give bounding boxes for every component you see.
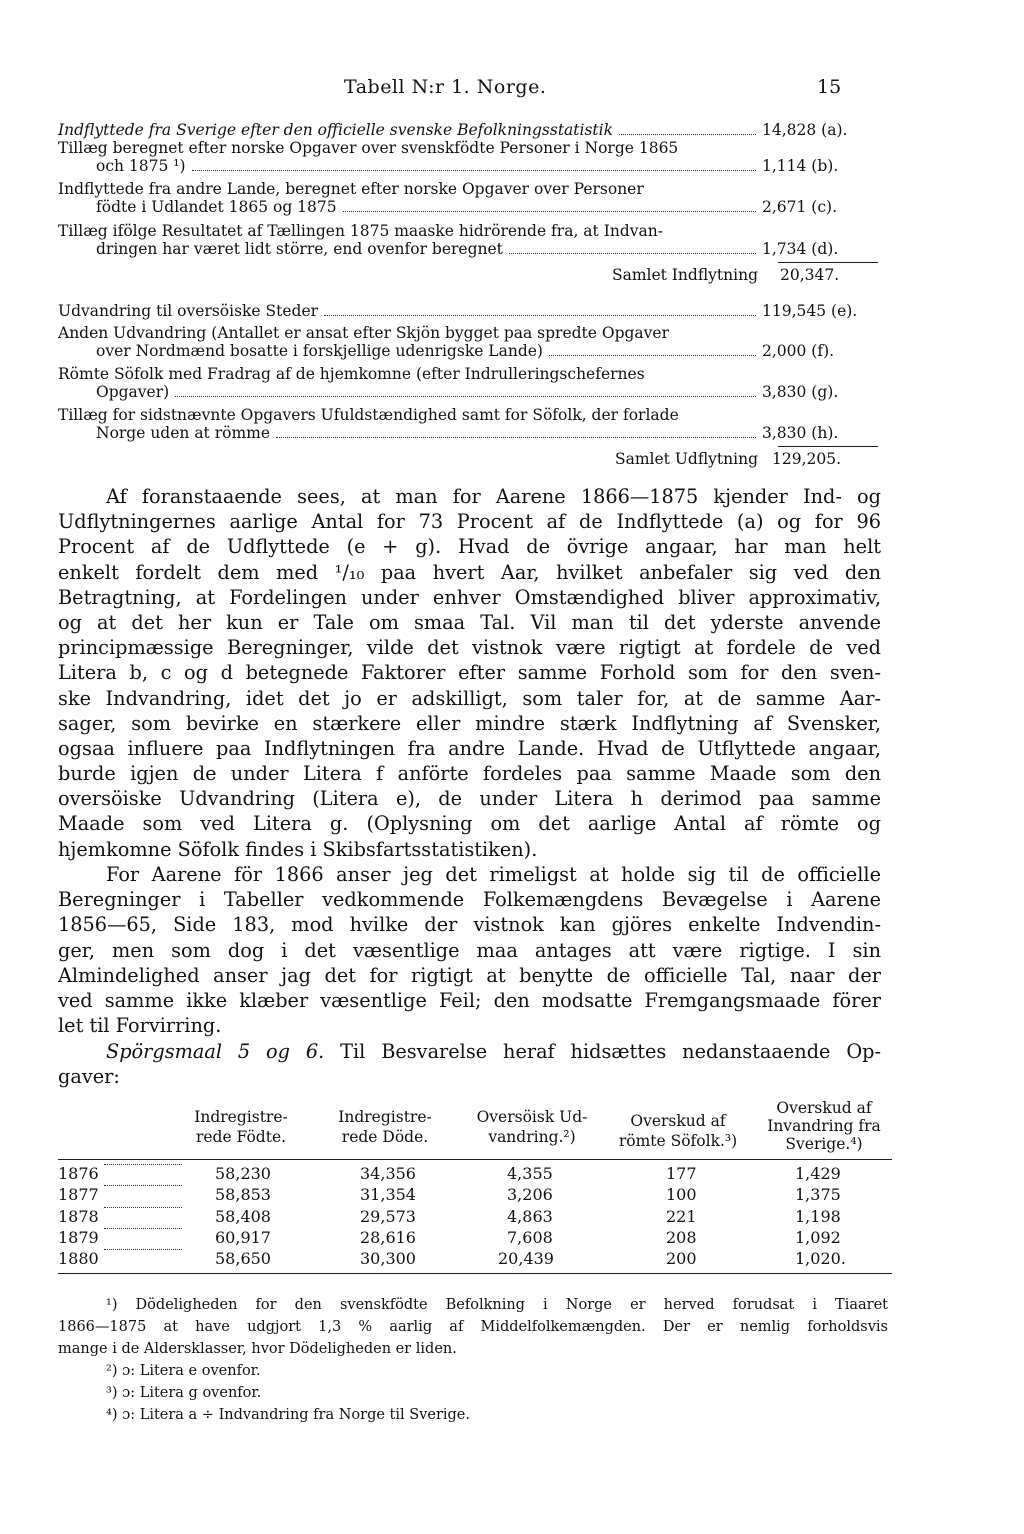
table-header-romte-sofolk: Overskud af römte Söfolk.³) [618, 1112, 738, 1150]
table-bottom-rule [58, 1273, 892, 1274]
entry-text: Norge uden at römme [96, 424, 271, 442]
footnote-2: ²) ɔ: Litera e ovenfor. [106, 1363, 261, 1379]
entry-text: och 1875 ¹) [96, 157, 186, 175]
entry-text: Indflyttede fra Sverige efter den officielle svenske Befolkningsstatistik [58, 121, 614, 139]
table-row: 1880 58,650 30,300 20,439 200 1,020. [58, 1249, 846, 1268]
table-header-udvandring: Oversöisk Ud- vandring.²) [476, 1108, 588, 1146]
total-udflytning-value: 129,205. [772, 450, 842, 468]
table-row: 1876 58,230 34,356 4,355 177 1,429 [58, 1164, 841, 1183]
entry-value: 3,830 (h). [762, 424, 839, 442]
table-row: 1879 60,917 28,616 7,608 208 1,092 [58, 1228, 841, 1247]
total-label: Samlet Udflytning [615, 450, 758, 468]
table-top-rule [58, 1159, 892, 1160]
table-header-dode: Indregistre- rede Döde. [338, 1108, 432, 1146]
sum-rule [778, 446, 878, 447]
entry-text: Anden Udvandring (Antallet er ansat efter Skjön bygget paa spredte Opgaver [58, 324, 670, 342]
entry-indflyttede-sverige [58, 121, 880, 139]
entry-romte-sofolk [58, 365, 880, 401]
total-label: Samlet Indflytning [611, 266, 758, 284]
entry-text: Indflyttede fra andre Lande, beregnet efter norske Opgaver over Personer [58, 180, 644, 198]
entry-tillaeg-taellingen [58, 222, 880, 258]
entry-value: 2,000 (f). [762, 342, 835, 360]
footnote-1: ¹) Dödeligheden for den svenskfödte Befolkning i Norge er herved forudsat i Tiaaret 1866—1875 at have udgjort 1,3 % aarlig af Middelfolkemængden. Der er nemlig forholdsvis mange i de Aldersklasser, hvor Dödeligheden er liden. [58, 1297, 888, 1357]
footnote-3: ³) ɔ: Litera g ovenfor. [106, 1385, 262, 1401]
total-indflytning-value: 20,347. [780, 266, 840, 284]
entry-text: Opgaver) [96, 383, 170, 401]
entry-value: 3,830 (g). [762, 383, 839, 401]
sum-rule [778, 262, 878, 263]
footnote-4: ⁴) ɔ: Litera a ÷ Indvandring fra Norge til Sverige. [106, 1407, 471, 1423]
body-paragraph-2: For Aarene för 1866 anser jeg det rimeligst at holde sig til de officielle Beregninger i Tabeller vedkommende Folkemængdens Bevægelse i Aarene 1856—65, Side 183, mod hvilke der vistnok kan gjöres enkelte Indvendin- ger, men som dog i det væsentlige maa antages att være rigtige. I sin Almindelighed anser jag det for rigtigt at benytte de officielle Tal, naar der ved samme ikke klæber væsentlige Feil; den modsatte Fremgangsmaade förer let til Forvirring. [58, 863, 881, 1038]
entry-text: over Nordmænd bosatte i forskjellige udenrigske Lande) [96, 342, 543, 360]
body-paragraph-3: Spörgsmaal 5 og 6. Til Besvarelse heraf hidsættes nedanstaaende Op- gaver: [58, 1040, 881, 1089]
entry-anden-udvandring [58, 324, 880, 360]
entry-text: dringen har været lidt större, end ovenfor beregnet [96, 240, 503, 258]
entry-tillaeg-ufuldstaendighed [58, 406, 880, 442]
table-header-fodte: Indregistre- rede Födte. [194, 1108, 288, 1146]
entry-text: Römte Söfolk med Fradrag af de hjemkomne (efter Indrulleringschefernes [58, 365, 645, 383]
entry-text: födte i Udlandet 1865 og 1875 [96, 198, 337, 216]
entry-value: 1,734 (d). [762, 240, 839, 258]
body-paragraph-1: Af foranstaaende sees, at man for Aarene 1866—1875 kjender Ind- og Udflytningernes aarlige Antal for 73 Procent af de Indflyttede (a) og for 96 Procent af de Udflyttede (e + g). Hvad de övrige angaar, har man helt enkelt fordelt dem med ¹/₁₀ paa hvert Aar, hvilket anbefaler sig ved den Betragtning, at Fordelingen under enhver Omstændighed bliver approximativ, og at det her kun er Tale om smaa Tal. Vil man til det yderste anvende principmæssige Beregninger, vilde det vistnok være rigtigt at fordele de ved Litera b, c og d betegnede Faktorer efter samme Forhold som for den sven- ske Indvandring, idet det jo er adskilligt, som taler for, at de samme Aar- sager, som bevirke en stærkere eller mindre stærk Indflytning af Svensker, ogsaa influere paa Indflytningen fra andre Lande. Hvad de Utflyttede angaar, burde igjen de under Litera f anförte fordeles paa samme Maade som den oversöiske Udvandring (Litera e), de under Litera h derimod paa samme Maade som ved Litera g. (Oplysning om det aarlige Antal af römte og hjemkomne Söfolk findes i Skibsfartsstatistiken). [58, 485, 881, 861]
entry-text: Udvandring til oversöiske Steder [58, 302, 319, 320]
entry-tillaeg-svenskfodte [58, 139, 880, 175]
table-header-invandring-sverige: Overskud af Invandring fra Sverige.⁴) [767, 1099, 881, 1153]
entry-value: 2,671 (c). [762, 198, 838, 216]
entry-text: Tillæg beregnet efter norske Opgaver over svenskfödte Personer i Norge 1865 [58, 139, 679, 157]
table-row: 1877 58,853 31,354 3,206 100 1,375 [58, 1185, 841, 1204]
page-number: 15 [817, 76, 842, 98]
entry-udvandring-oversoiske [58, 302, 880, 320]
entry-indflyttede-andre-lande [58, 180, 880, 216]
entry-text: Tillæg for sidstnævnte Opgavers Ufuldstændighed samt for Söfolk, der forlade [58, 406, 679, 424]
entry-value: 1,114 (b). [762, 157, 839, 175]
question-heading: Spörgsmaal 5 og 6. [106, 1040, 325, 1063]
entry-value: 119,545 (e). [762, 302, 858, 320]
page-header-title: Tabell N:r 1. Norge. [344, 76, 547, 98]
table-row: 1878 58,408 29,573 4,863 221 1,198 [58, 1207, 841, 1226]
entry-value: 14,828 (a). [762, 121, 848, 139]
entry-text: Tillæg ifölge Resultatet af Tællingen 1875 maaske hidrörende fra, at Indvan- [58, 222, 663, 240]
